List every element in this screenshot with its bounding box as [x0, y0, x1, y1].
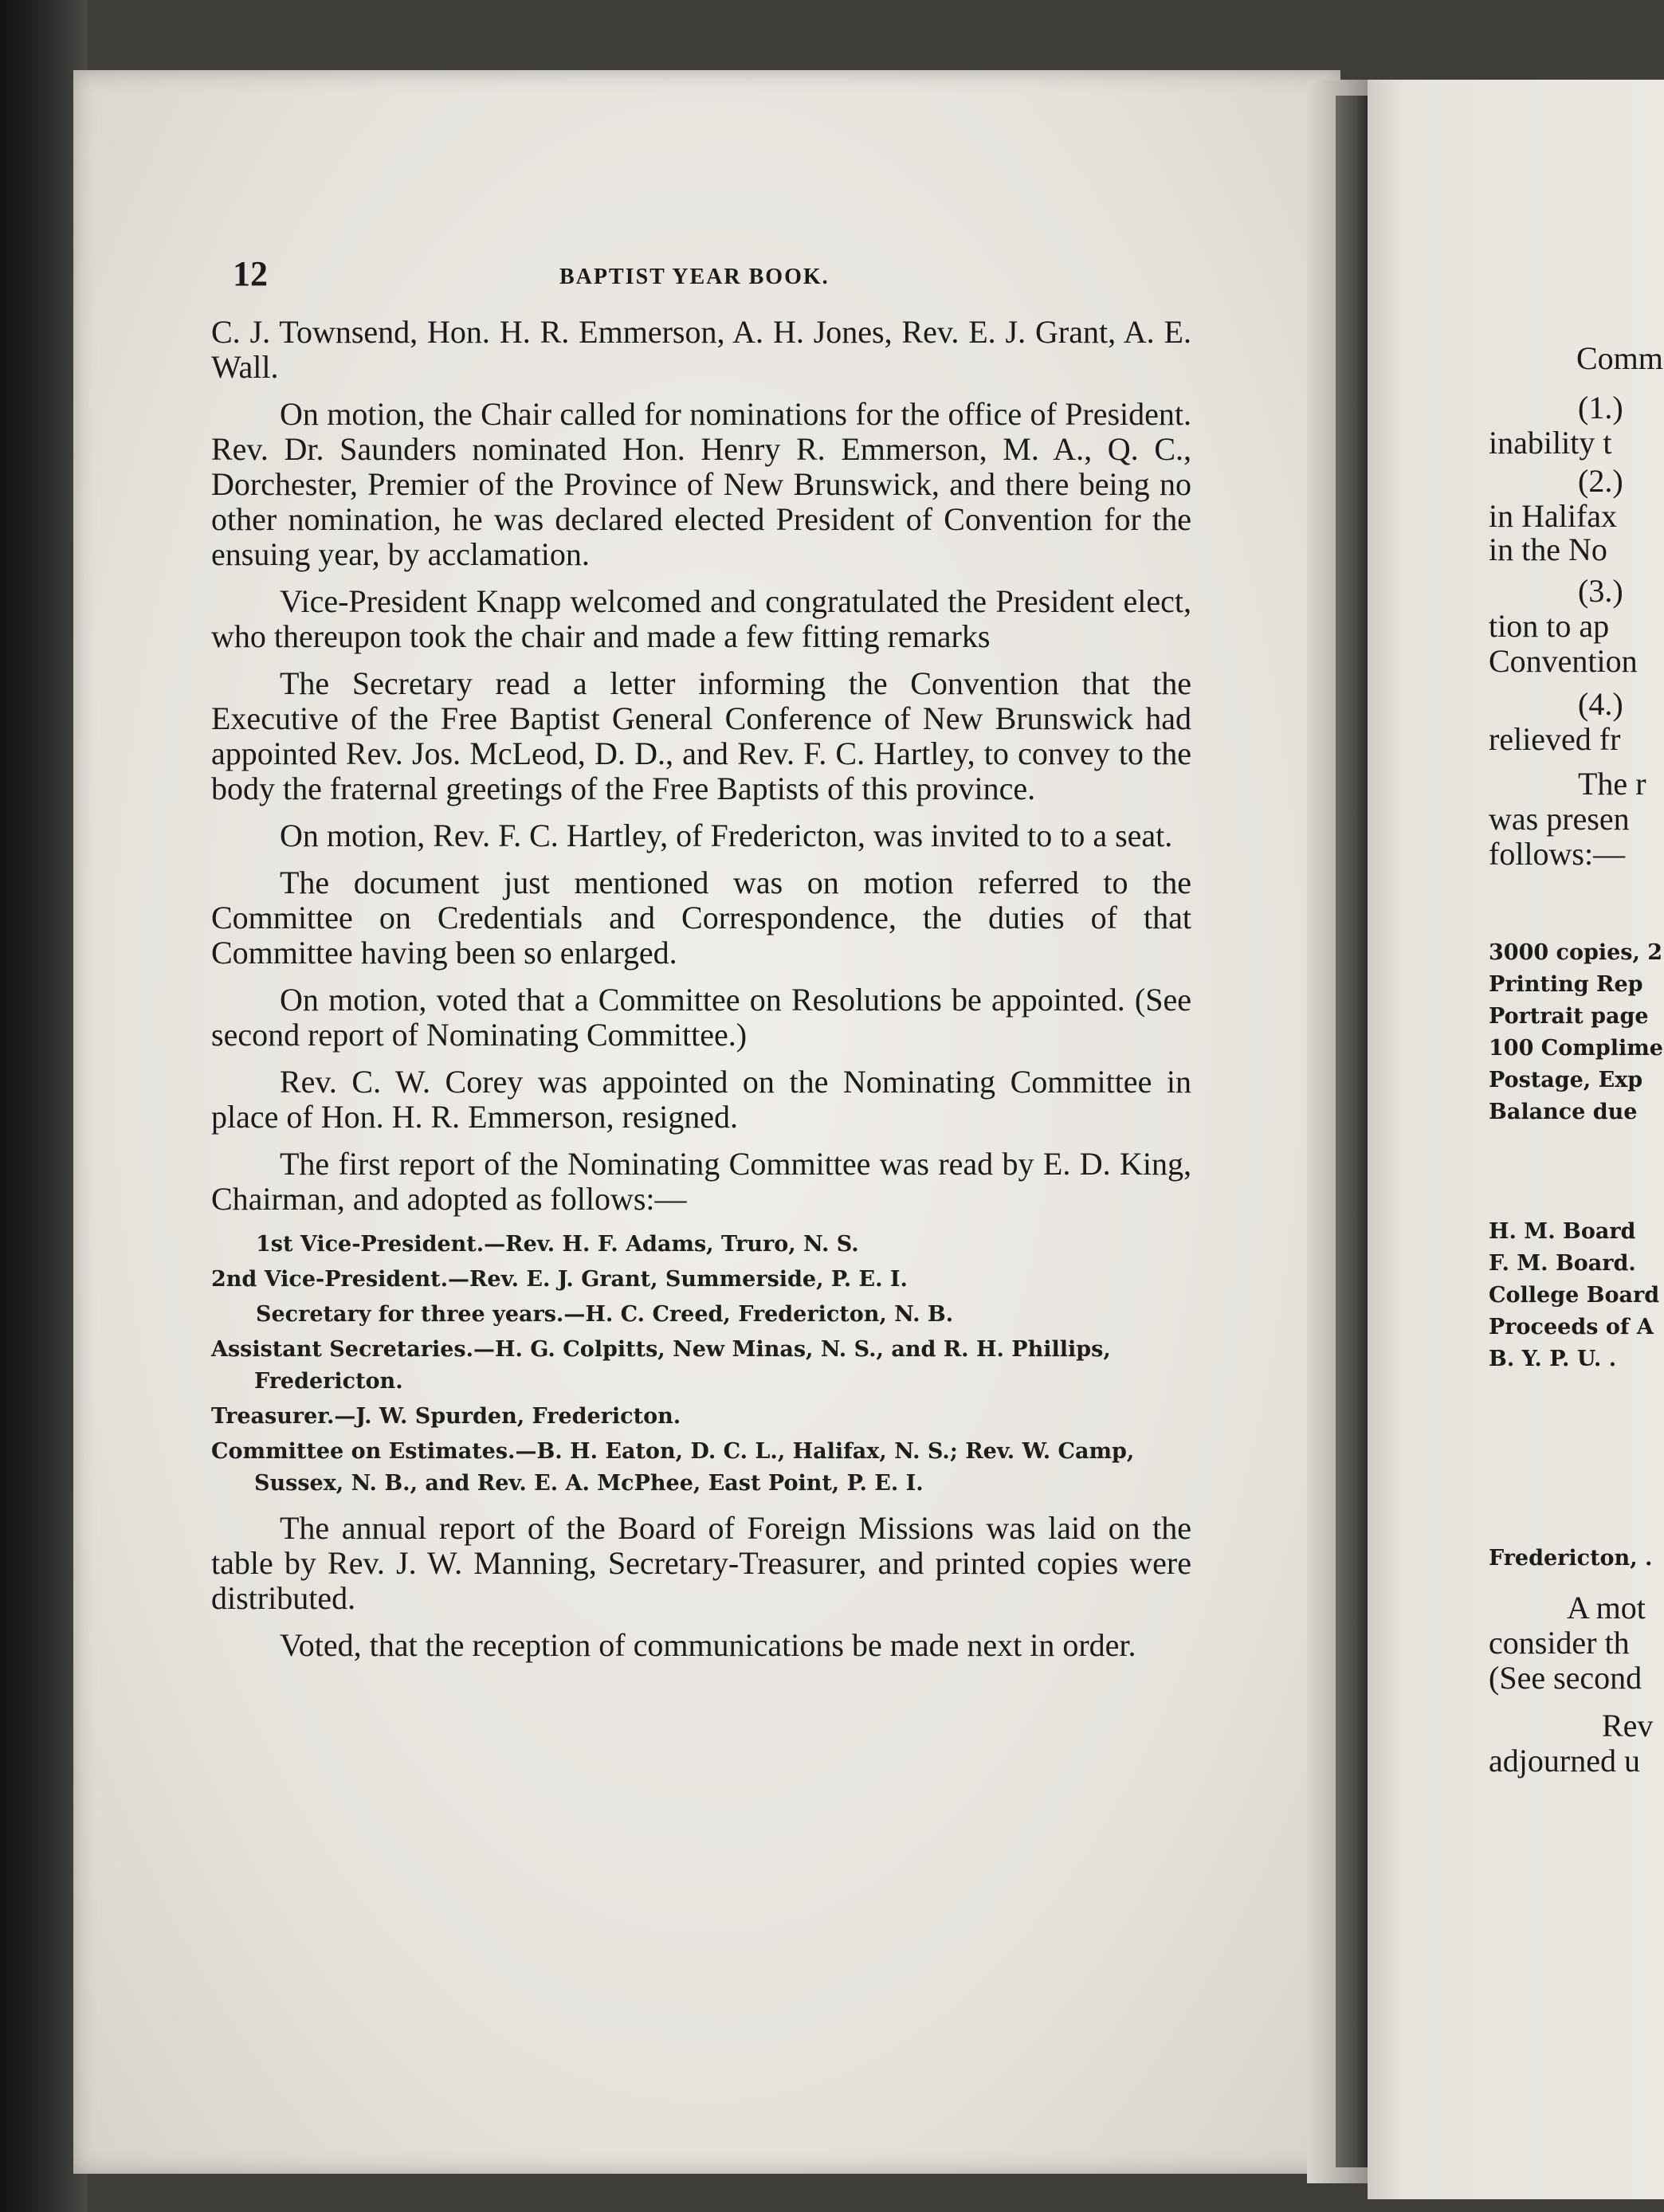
fragment-line: follows:— [1489, 836, 1626, 872]
officer-entry: Secretary for three years.—H. C. Creed, Fredericton, N. B. [256, 1302, 954, 1327]
fragment-line: relieved fr [1489, 721, 1621, 757]
page-number: 12 [233, 254, 268, 293]
fragment-line: 100 Complime [1489, 1036, 1663, 1061]
paragraph: The first report of the Nominating Committee was read by E. D. King, Chairman, and adopted as follows:— [211, 1146, 1191, 1217]
fragment-line: Fredericton, . [1489, 1546, 1653, 1571]
fragment-line: (2.) [1578, 463, 1623, 499]
fragment-line: tion to ap [1489, 608, 1610, 644]
header-title: BAPTIST YEAR BOOK. [559, 265, 830, 289]
paragraph: The annual report of the Board of Foreign Missions was laid on the table by Rev. J. W. Manning, Secretary-Treasurer, and printed copies were distributed. [211, 1510, 1191, 1616]
fragment-line: (1.) [1578, 390, 1623, 426]
fragment-line: (See second [1489, 1660, 1642, 1696]
fragment-line: College Board [1489, 1283, 1660, 1308]
fragment-line: Balance due [1489, 1100, 1638, 1124]
officer-entry: 1st Vice-President.—Rev. H. F. Adams, Truro, N. S. [256, 1232, 859, 1257]
fragment-line: (4.) [1578, 686, 1623, 722]
fragment-line: was presen [1489, 801, 1630, 837]
fragment-line: Rev [1602, 1708, 1654, 1743]
fragment-line: Comm [1576, 340, 1663, 376]
fragment-line: The r [1578, 766, 1646, 802]
fragment-line: B. Y. P. U. . [1489, 1347, 1617, 1371]
fragment-line: Postage, Exp [1489, 1068, 1643, 1092]
book-spine [1336, 96, 1368, 2167]
paragraph: The document just mentioned was on motion referred to the Committee on Credentials and Correspondence, the duties of that Committee having been so enlarged. [211, 865, 1191, 971]
officer-entry: Treasurer.—J. W. Spurden, Fredericton. [211, 1404, 681, 1429]
officer-entry: Committee on Estimates.—B. H. Eaton, D. C. L., Halifax, N. S.; Rev. W. Camp, Sussex, N. B., and Rev. E. A. McPhee, East Point, P. E. I. [211, 1439, 1135, 1496]
fragment-line: Portrait page [1489, 1004, 1649, 1029]
fragment-line: Printing Rep [1489, 972, 1643, 997]
paragraph: On motion, Rev. F. C. Hartley, of Fredericton, was invited to to a seat. [280, 818, 1173, 853]
fragment-line: adjourned u [1489, 1743, 1640, 1779]
officer-entry: 2nd Vice-President.—Rev. E. J. Grant, Summerside, P. E. I. [211, 1267, 908, 1292]
fragment-line: F. M. Board. [1489, 1251, 1636, 1276]
paragraph: Rev. C. W. Corey was appointed on the Nominating Committee in place of Hon. H. R. Emmerson, resigned. [211, 1064, 1191, 1135]
fragment-line: (3.) [1578, 573, 1623, 609]
fragment-line: in the No [1489, 531, 1607, 567]
fragment-line: H. M. Board [1489, 1219, 1636, 1244]
fragment-line: Convention [1489, 643, 1638, 679]
fragment-line: inability t [1489, 425, 1612, 461]
fragment-line: A mot [1567, 1590, 1646, 1626]
running-head [233, 253, 1412, 301]
fragment-line: Proceeds of A [1489, 1315, 1654, 1339]
left-page-body [211, 315, 1191, 1675]
paragraph: Voted, that the reception of communications be made next in order. [280, 1627, 1136, 1663]
fragment-line: consider th [1489, 1625, 1630, 1661]
paragraph: C. J. Townsend, Hon. H. R. Emmerson, A. H. Jones, Rev. E. J. Grant, A. E. Wall. [211, 314, 1191, 385]
officers-list [211, 1229, 1191, 1500]
paragraph: Vice-President Knapp welcomed and congratulated the President elect, who thereupon took the chair and made a few fitting remarks [211, 583, 1191, 654]
fragment-line: in Halifax [1489, 498, 1618, 534]
fragment-line: 3000 copies, 2 [1489, 940, 1663, 965]
officer-entry: Assistant Secretaries.—H. G. Colpitts, New Minas, N. S., and R. H. Phillips, Fredericton. [211, 1337, 1111, 1394]
paragraph: On motion, voted that a Committee on Resolutions be appointed. (See second report of Nominating Committee.) [211, 982, 1191, 1053]
paragraph: The Secretary read a letter informing the Convention that the Executive of the Free Baptist General Conference of New Brunswick had appointed Rev. Jos. McLeod, D. D., and Rev. F. C. Hartley, to convey to the body the fraternal greetings of the Free Baptists of this province. [211, 665, 1191, 806]
paragraph: On motion, the Chair called for nominations for the office of President. Rev. Dr. Saunders nominated Hon. Henry R. Emmerson, M. A., Q. C., Dorchester, Premier of the Province of New Brunswick, and there being no other nomination, he was declared elected President of Convention for the ensuing year, by acclamation. [211, 396, 1191, 572]
